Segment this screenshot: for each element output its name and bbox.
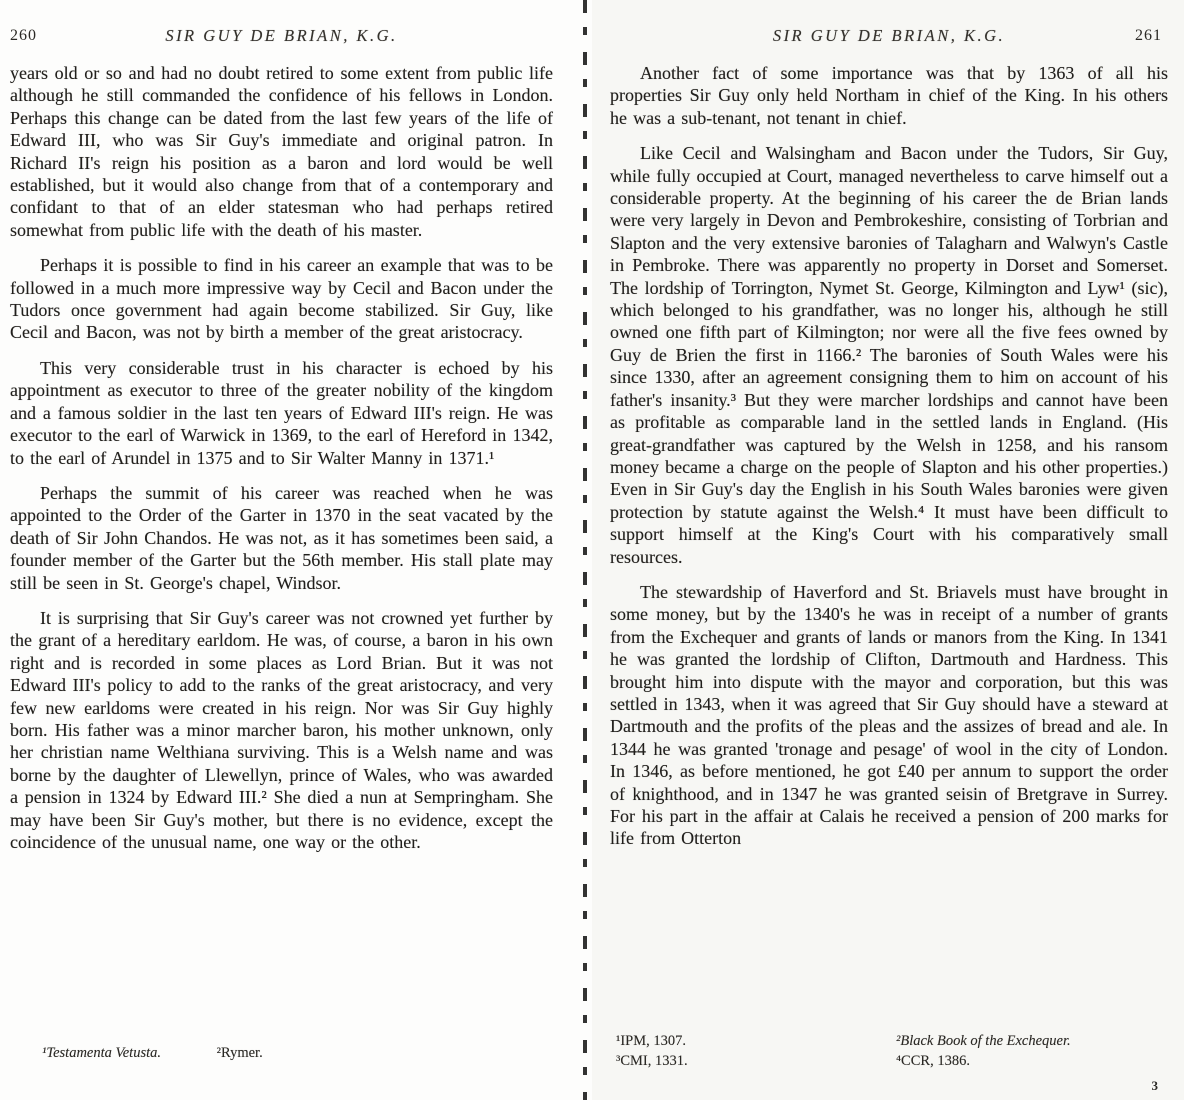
- signature-mark: 3: [1151, 1078, 1158, 1093]
- left-page-body: [10, 62, 553, 853]
- footnote: ¹IPM, 1307.: [616, 1033, 687, 1049]
- footnote: ³CMI, 1331.: [616, 1053, 688, 1069]
- footnote: ⁴CCR, 1386.: [896, 1053, 970, 1069]
- footnote: ¹Testamenta Vetusta.: [42, 1045, 162, 1061]
- footnote: ²Black Book of the Exchequer.: [896, 1033, 1071, 1049]
- paragraph: Perhaps the summit of his career was reached when he was appointed to the Order of the Garter in 1370 in the seat vacated by the death of Sir John Chandos. He was not, as it has sometimes been said, a founder member of the Garter but the 56th member. His stall plate may still be seen in St. George's chapel, Windsor.: [10, 482, 553, 593]
- left-page-header: [10, 26, 553, 52]
- page-right-261: [592, 0, 1184, 1100]
- right-running-title: SIR GUY DE BRIAN, K.G.: [772, 26, 1006, 45]
- right-page-body: [610, 62, 1168, 850]
- left-running-title: SIR GUY DE BRIAN, K.G.: [165, 26, 398, 45]
- paragraph: It is surprising that Sir Guy's career was not crowned yet further by the grant of a hereditary earldom. He was, of course, a baron in his own right and is recorded in some places as Lord Brian. But it was not Edward III's policy to add to the ranks of the great aristocracy, and very few new earldoms were created in his reign. Nor was Sir Guy highly born. His father was a minor marcher baron, his mother unknown, only her christian name Welthiana surviving. This is a Welsh name and was borne by the daughter of Llewellyn, prince of Wales, who was awarded a pension in 1324 by Edward III.² She died a nun at Sempringham. She may have been Sir Guy's mother, but there is no evidence, except the coincidence of the unusual name, one way or the other.: [10, 607, 553, 852]
- page-gutter-line: [582, 0, 588, 1100]
- paragraph: The stewardship of Haverford and St. Briavels must have brought in some money, but by the 1340's he was in receipt of a number of grants from the Exchequer and grants of lands or manors from the King. In 1341 he was granted the lordship of Clifton, Dartmouth and Hardness. This brought him into dispute with the mayor and corporation, but this was settled in 1343, when it was agreed that Sir Guy should have a steward at Dartmouth and the profits of the pleas and the assizes of bread and ale. In 1344 he was granted 'tronage and pesage' of wool in the city of London. In 1346, as before mentioned, he got £40 per annum to support the order of knighthood, and in 1347 he was granted seisin of Bretgrave in Surrey. For his part in the affair at Calais he received a pension of 200 marks for life from Otterton: [610, 581, 1168, 849]
- footnote: ²Rymer.: [216, 1045, 263, 1061]
- paragraph: years old or so and had no doubt retired to some extent from public life although he still commanded the confidence of his fellows in London. Perhaps this change can be dated from the last few years of the life of Edward III, who was Sir Guy's immediate and original patron. In Richard II's reign his position as a baron and lord would be well established, but it would also change from that of a contemporary and confidant to that of an elder statesman who had perhaps retired somewhat from public life with the death of his master.: [10, 63, 553, 240]
- right-page-footnotes: [592, 1033, 1184, 1070]
- right-page-header: [610, 26, 1168, 52]
- paragraph: Perhaps it is possible to find in his career an example that was to be followed in a much more impressive way by Cecil and Bacon under the Tudors once government had again become stabilized. Sir Guy, like Cecil and Bacon, was not by birth a member of the great aristocracy.: [10, 255, 553, 343]
- left-page-footnotes: [0, 1045, 581, 1062]
- paragraph: Like Cecil and Walsingham and Bacon under the Tudors, Sir Guy, while fully occupied at Court, managed nevertheless to carve himself out a considerable property. At the beginning of his career the de Brian lands were very largely in Devon and Pembrokeshire, consisting of Torbrian and Slapton and the very extensive baronies of Talagharn and Walwyn's Castle in Pembroke. There was apparently no property in Dorset and Somerset. The lordship of Torrington, Nymet St. George, Kilmington and Lyw¹ (sic), which belonged to his grandfather, was no longer his, although he still owned one fifth part of Kilmington; nor were all the five fees owned by Guy de Brien the first in 1166.² The baronies of South Wales were his since 1330, after an agreement consigning them to him on account of his father's insanity.³ But they were marcher lordships and cannot have been as profitable as comparable land in the settled lands in England. (His great-grandfather was captured by the Welsh in 1258, and his ransom money became a charge on the people of Slapton and his other properties.) Even in Sir Guy's day the English in his South Wales baronies were given protection by statute against the Welsh.⁴ It must have been difficult to support himself at the King's Court with his comparatively small resources.: [610, 143, 1168, 567]
- paragraph: This very considerable trust in his character is echoed by his appointment as executor to three of the greater nobility of the kingdom and a famous soldier in the last ten years of Edward III's reign. He was executor to the earl of Warwick in 1369, to the earl of Hereford in 1342, to the earl of Arundel in 1375 and to Sir Walter Manny in 1371.¹: [10, 357, 553, 468]
- paragraph: Another fact of some importance was that by 1363 of all his properties Sir Guy only held Northam in chief of the King. In his others he was a sub-tenant, not tenant in chief.: [610, 63, 1168, 128]
- right-page-number: 261: [1135, 27, 1162, 44]
- left-page-number: 260: [10, 27, 37, 44]
- page-left-260: [0, 0, 581, 1100]
